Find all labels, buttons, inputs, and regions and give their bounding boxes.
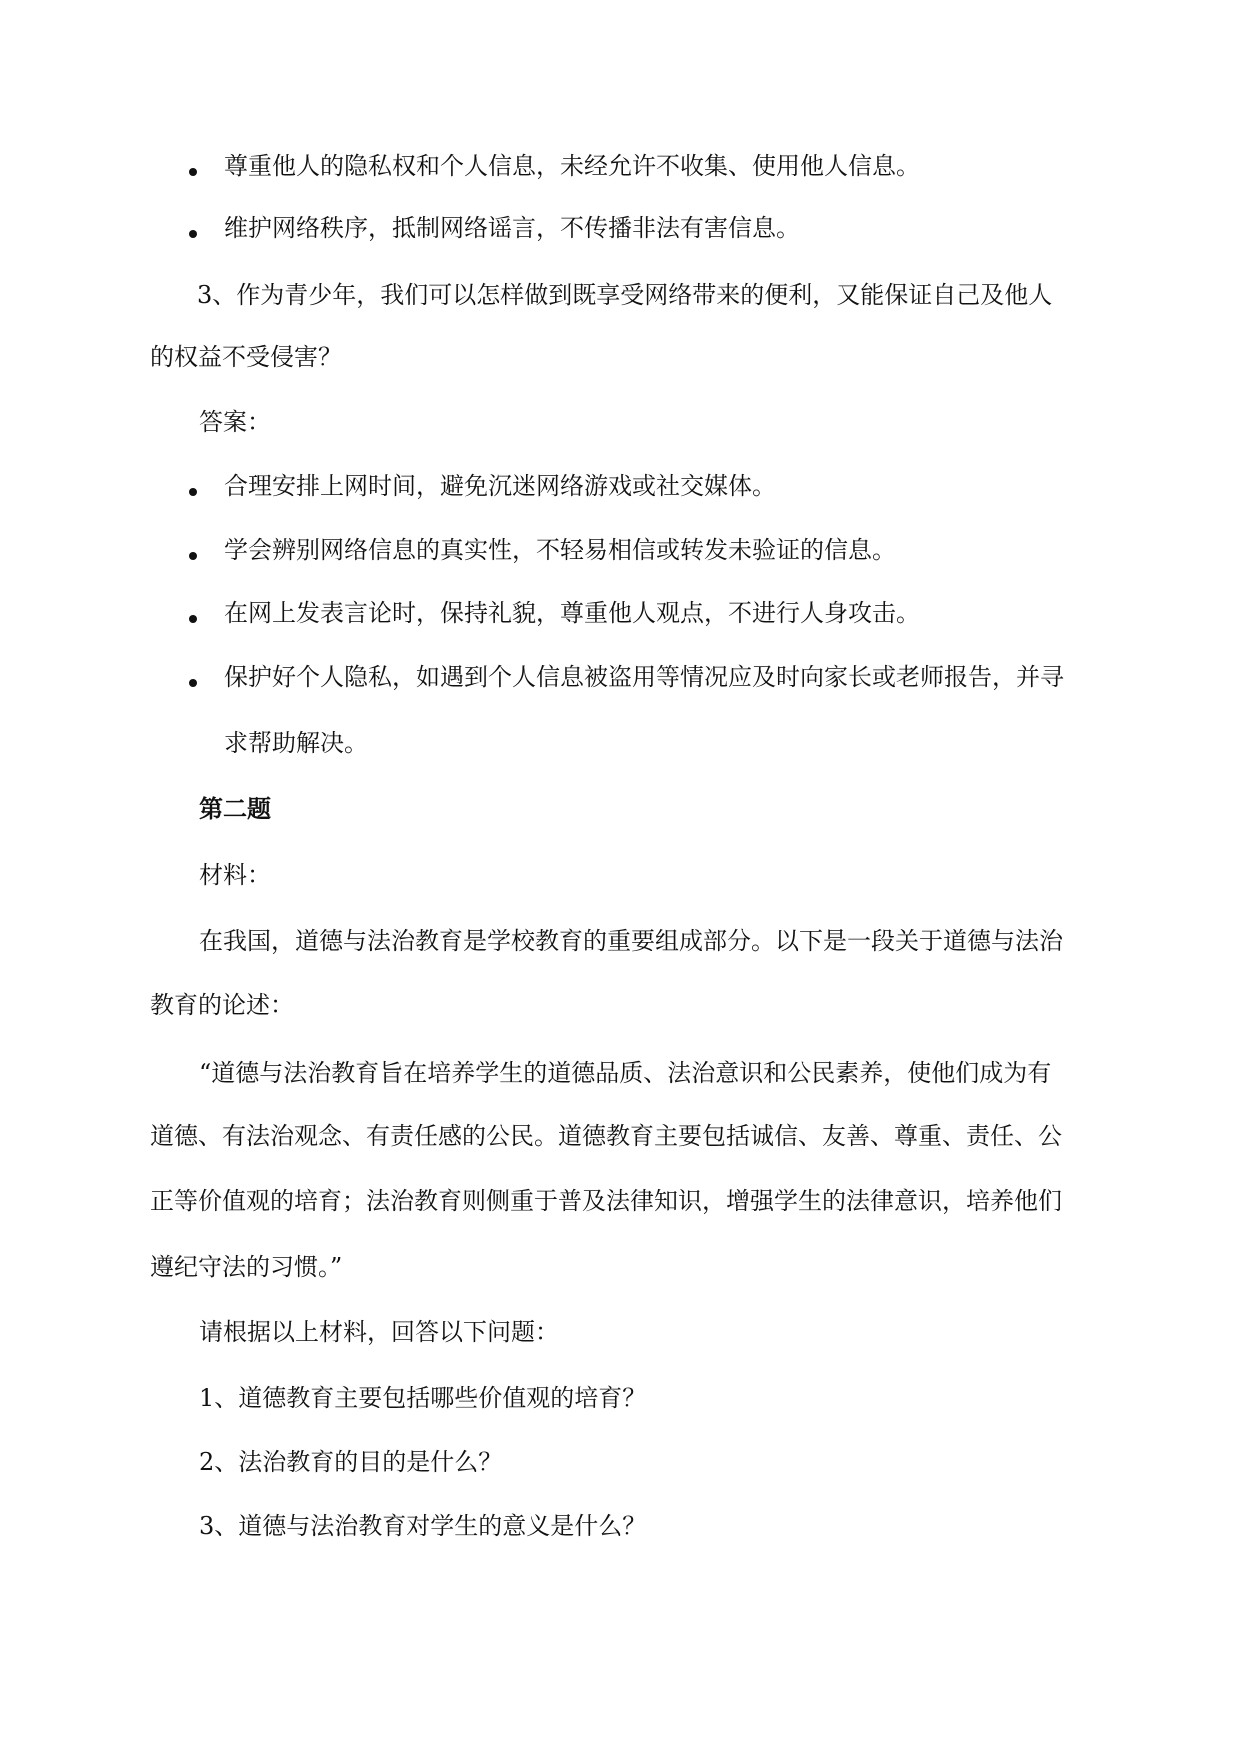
quote-line: 遵纪守法的习惯。” xyxy=(150,1253,343,1281)
intro-line-1: 在我国，道德与法治教育是学校教育的重要组成部分。以下是一段关于道德与法治 xyxy=(199,927,1063,955)
quote-line: 道德、有法治观念、有责任感的公民。道德教育主要包括诚信、友善、尊重、责任、公 xyxy=(150,1122,1062,1150)
bullet-dot xyxy=(189,168,197,176)
answer-bullet-text: 学会辨别网络信息的真实性，不轻易相信或转发未验证的信息。 xyxy=(224,536,896,564)
answer-bullet-text: 保护好个人隐私，如遇到个人信息被盗用等情况应及时向家长或老师报告，并寻 xyxy=(224,663,1064,691)
intro-line-2: 教育的论述： xyxy=(150,991,294,1019)
bullet-dot xyxy=(189,615,197,623)
bullet-dot xyxy=(189,488,197,496)
bullet-dot xyxy=(189,679,197,687)
bullet-text: 维护网络秩序，抵制网络谣言，不传播非法有害信息。 xyxy=(224,214,800,242)
section-heading: 第二题 xyxy=(199,794,271,823)
material-label: 材料： xyxy=(199,861,271,889)
quote-line: 正等价值观的培育；法治教育则侧重于普及法律知识，增强学生的法律意识，培养他们 xyxy=(150,1187,1062,1215)
answer-bullet-text: 在网上发表言论时，保持礼貌，尊重他人观点，不进行人身攻击。 xyxy=(224,599,920,627)
question-item: 2、法治教育的目的是什么？ xyxy=(199,1448,503,1476)
question-3-line-2: 的权益不受侵害？ xyxy=(150,343,342,371)
quote-line: “道德与法治教育旨在培养学生的道德品质、法治意识和公民素养，使他们成为有 xyxy=(199,1059,1052,1087)
answer-bullet-text: 合理安排上网时间，避免沉迷网络游戏或社交媒体。 xyxy=(224,472,776,500)
question-item: 3、道德与法治教育对学生的意义是什么？ xyxy=(199,1512,647,1540)
question-item: 1、道德教育主要包括哪些价值观的培育？ xyxy=(199,1384,647,1412)
question-prompt: 请根据以上材料，回答以下问题： xyxy=(199,1318,559,1346)
bullet-dot xyxy=(189,552,197,560)
answer-bullet-continuation: 求帮助解决。 xyxy=(224,729,368,757)
answer-label: 答案： xyxy=(199,408,271,436)
question-3-line-1: 3、作为青少年，我们可以怎样做到既享受网络带来的便利，又能保证自己及他人 xyxy=(197,281,1053,309)
bullet-text: 尊重他人的隐私权和个人信息，未经允许不收集、使用他人信息。 xyxy=(224,152,920,180)
bullet-dot xyxy=(189,230,197,238)
